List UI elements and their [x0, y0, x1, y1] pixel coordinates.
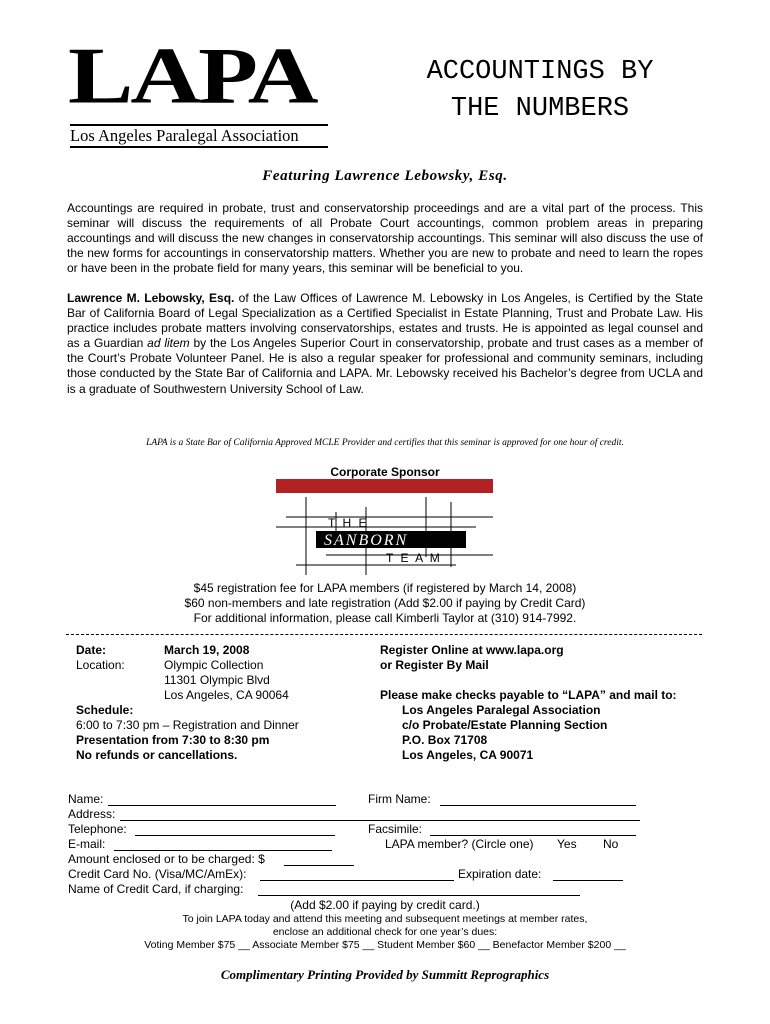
bio-text-2: by the Los Angeles Superior Court in conservatorship, probate and trust cases as a member of the Court’s Probate Volunteer Panel. He is also a regular speaker for professional and community seminars, including those conducted by the State Bar of California and LAPA. Mr. Lebowsky received his Bachelor’s degree from UCLA and is a graduate of Southwestern University School of Law.	[67, 336, 703, 396]
telephone-field[interactable]	[135, 835, 335, 836]
fee-line-1: $45 registration fee for LAPA members (if registered by March 14, 2008)	[193, 581, 577, 595]
schedule-label: Schedule:	[76, 703, 134, 717]
bio-text-1: of the Law Offices of Lawrence M. Lebowsky in Los Angeles, is Certified by the State Bar of California Board of Legal Specialization as a Certified Specialist in Estate Planning, Trust and Probate Law. His practice includes probate matters involving conservatorships, estates and trusts. He is appointed as legal counsel and as a Guardian	[67, 291, 704, 351]
logo-letters: LAPA	[68, 31, 316, 121]
dues-options: Voting Member $75 __ Associate Member $75 __ Student Member $60 __ Benefactor Member $200 __	[144, 939, 626, 951]
member-yes[interactable]: Yes	[557, 837, 577, 851]
card-name-label: Name of Credit Card, if charging:	[68, 882, 244, 896]
telephone-label: Telephone:	[68, 822, 127, 836]
mcle-note: LAPA is a State Bar of California Approved MCLE Provider and certifies that this seminar is approved for one hour of credit.	[146, 438, 624, 448]
title-line-1: ACCOUNTINGS BY	[426, 57, 654, 87]
fee-line-2: $60 non-members and late registration (Add $2.00 if paying by Credit Card)	[184, 596, 586, 610]
mail-address-3: P.O. Box 71708	[402, 733, 488, 747]
mail-address-1: Los Angeles Paralegal Association	[402, 703, 601, 717]
page-title	[370, 54, 710, 128]
amount-field[interactable]	[284, 865, 354, 866]
bio-name: Lawrence M. Lebowsky, Esq.	[67, 291, 235, 305]
firm-field[interactable]	[440, 805, 636, 806]
logo-rule-bottom	[70, 146, 328, 148]
email-field[interactable]	[114, 850, 332, 851]
name-field[interactable]	[108, 805, 336, 806]
title-line-2: THE NUMBERS	[450, 94, 630, 124]
schedule-line-2: Presentation from 7:30 to 8:30 pm	[76, 733, 270, 747]
fax-label: Facsimile:	[368, 822, 423, 836]
address-field[interactable]	[120, 820, 640, 821]
checks-payable: Please make checks payable to “LAPA” and mail to:	[380, 688, 677, 702]
expiration-label: Expiration date:	[458, 867, 542, 881]
card-name-field[interactable]	[258, 895, 580, 896]
expiration-field[interactable]	[553, 880, 623, 881]
date-value: March 19, 2008	[164, 643, 250, 657]
footer-credit: Complimentary Printing Provided by Summitt Reprographics	[220, 967, 550, 982]
register-online: Register Online at www.lapa.org	[380, 643, 564, 657]
register-mail: or Register By Mail	[380, 658, 489, 672]
intro-paragraph: Accountings are required in probate, trust and conservatorship proceedings and are a vital part of the process. This seminar will discuss the requirements of all Probate Court accountings, common problem areas in preparing accountings and will discuss the new changes in conservatorship accountings. This seminar will also discuss the use of the new forms for accountings in conservatorship matters. Whether you are new to probate and need to learn the ropes or have been in the probate field for many years, this seminar will be beneficial to you.	[67, 201, 703, 276]
member-no[interactable]: No	[603, 837, 619, 851]
sanborn-graphic	[276, 497, 493, 575]
firm-label: Firm Name:	[368, 792, 431, 806]
location-line-2: 11301 Olympic Blvd	[164, 673, 270, 687]
location-line-3: Los Angeles, CA 90064	[164, 688, 289, 702]
location-line-1: Olympic Collection	[164, 658, 264, 672]
name-label: Name:	[68, 792, 104, 806]
sanborn-team: T E A M	[386, 551, 442, 565]
sponsor-label: Corporate Sponsor	[330, 465, 440, 479]
sanborn-the: T H E	[328, 516, 369, 530]
cc-fee-note: (Add $2.00 if paying by credit card.)	[290, 898, 480, 912]
bio-paragraph	[67, 291, 703, 397]
date-label: Date:	[76, 643, 107, 657]
logo-subtitle: Los Angeles Paralegal Association	[70, 126, 299, 145]
lapa-logo	[66, 31, 332, 152]
card-number-field[interactable]	[260, 880, 454, 881]
join-line-2: enclose an additional check for one year’s dues:	[272, 926, 498, 938]
location-label: Location:	[76, 658, 125, 672]
cut-line	[66, 634, 702, 635]
schedule-line-3: No refunds or cancellations.	[76, 748, 238, 762]
member-question: LAPA member? (Circle one)	[385, 837, 534, 851]
fee-line-3: For additional information, please call Kimberli Taylor at (310) 914-7992.	[193, 611, 577, 625]
mail-address-4: Los Angeles, CA 90071	[402, 748, 534, 762]
join-line-1: To join LAPA today and attend this meeting and subsequent meetings at member rates,	[182, 913, 588, 925]
schedule-line-1: 6:00 to 7:30 pm – Registration and Dinner	[76, 718, 299, 732]
sanborn-logo	[276, 497, 493, 575]
address-label: Address:	[68, 807, 116, 821]
bio-italic: ad litem	[147, 336, 190, 351]
mail-address-2: c/o Probate/Estate Planning Section	[402, 718, 608, 732]
featuring-speaker: Featuring Lawrence Lebowsky, Esq.	[262, 168, 508, 184]
email-label: E-mail:	[68, 837, 106, 851]
sanborn-name: SANBORN	[324, 532, 409, 549]
card-number-label: Credit Card No. (Visa/MC/AmEx):	[68, 867, 247, 881]
sponsor-bar	[276, 479, 493, 493]
amount-label: Amount enclosed or to be charged: $	[68, 852, 265, 866]
fax-field[interactable]	[430, 835, 636, 836]
